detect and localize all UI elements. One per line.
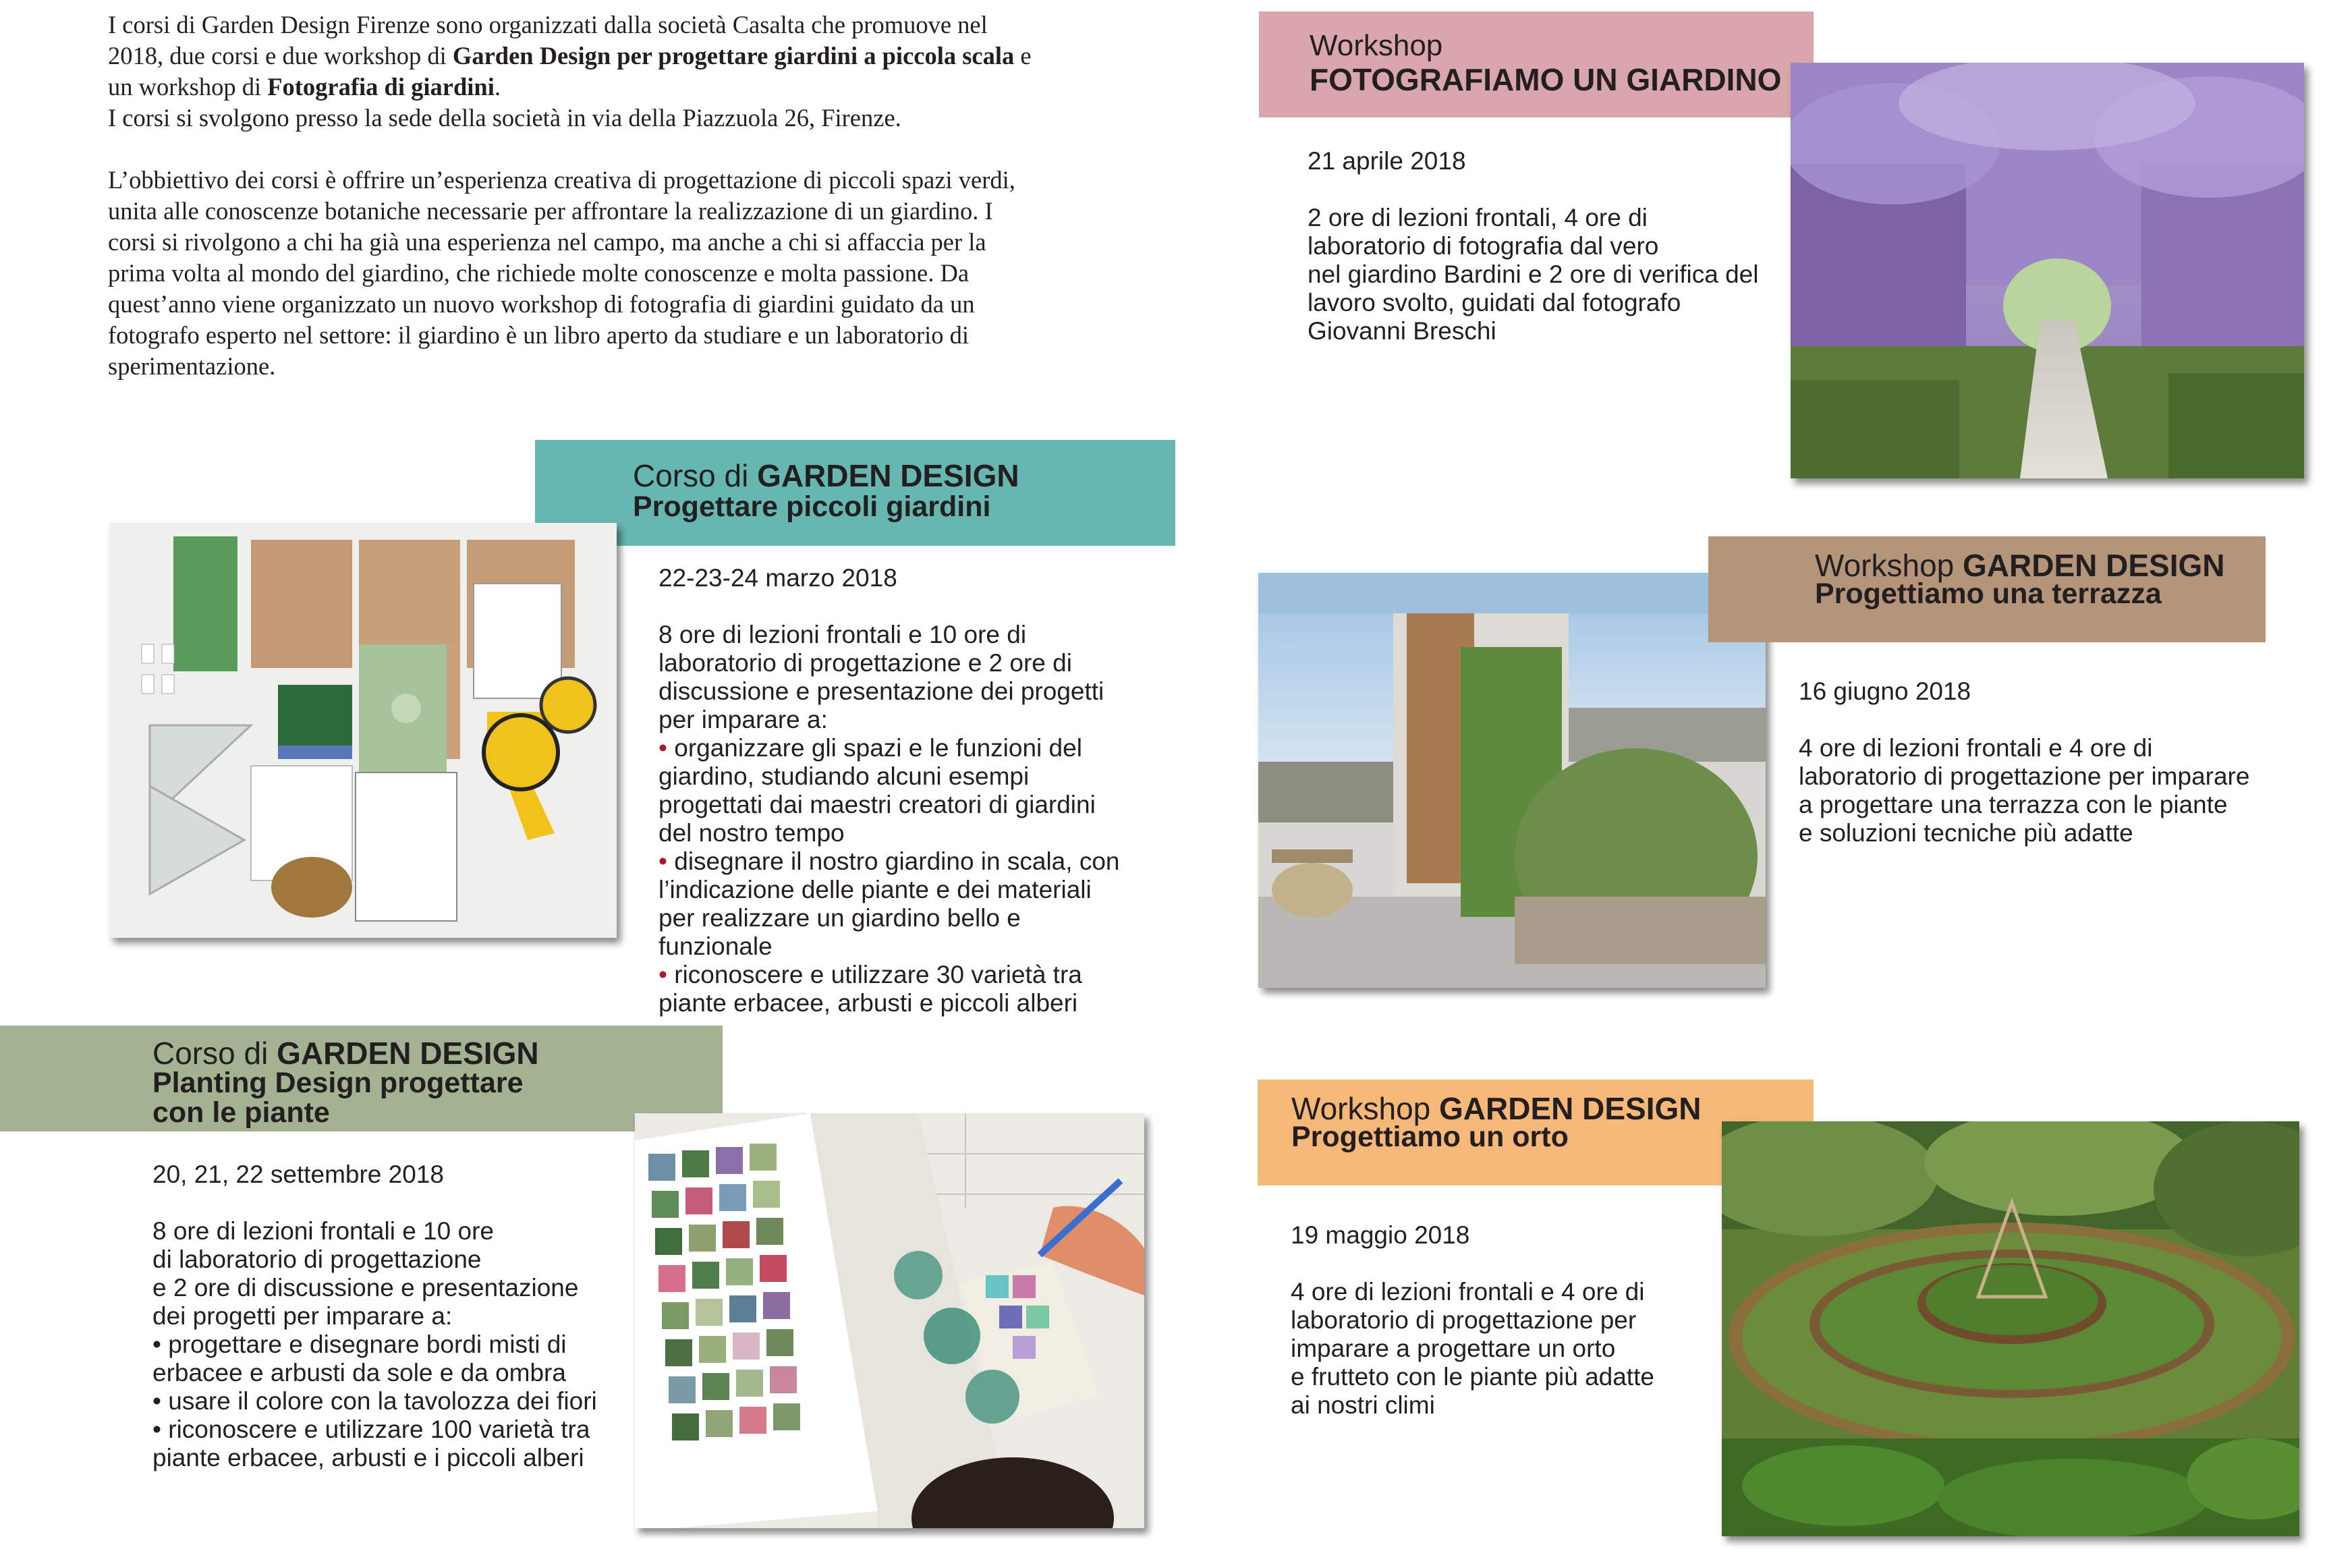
course-2-info (152, 1160, 638, 1472)
info-line: ai nostri climi (1291, 1391, 1435, 1419)
info-line: 8 ore di lezioni frontali e 10 ore (152, 1217, 494, 1245)
orto-workshop-info (1291, 1221, 1722, 1420)
photo-workshop-date: 21 aprile 2018 (1308, 147, 1466, 175)
terrace-workshop-subtitle: Progettiamo una terrazza (1815, 578, 2162, 610)
header-terrace-workshop (1708, 536, 2266, 642)
planting-design-photo (635, 1113, 1144, 1528)
wisteria-tunnel-photo (1791, 63, 2304, 478)
bullet-dot-icon: • (658, 734, 667, 762)
terrace-workshop-info (1799, 677, 2311, 847)
info-line: a progettare una terrazza con le piante (1799, 791, 2228, 818)
info-line: 2 ore di lezioni frontali, 4 ore di (1308, 204, 1648, 231)
course-1-heading: Corso di GARDEN DESIGN (633, 458, 1019, 493)
bullet-item: • riconoscere e utilizzare 100 varietà tra piante erbacee, arbusti e i piccoli alberi (152, 1416, 590, 1472)
info-line: di laboratorio di progettazione (152, 1245, 482, 1273)
course-2-date: 20, 21, 22 settembre 2018 (152, 1160, 444, 1188)
info-line: imparare a progettare un orto (1291, 1335, 1616, 1362)
info-line: laboratorio di progettazione e 2 ore di (658, 649, 1072, 677)
bullet-item: • usare il colore con la tavolozza dei fiori (152, 1387, 597, 1415)
info-line: Giovanni Breschi (1308, 317, 1496, 345)
bullet-item: • riconoscere e utilizzare 30 varietà tra piante erbacee, arbusti e piccoli alberi (658, 961, 1082, 1017)
info-line: discussione e presentazione dei progetti (658, 677, 1104, 705)
info-line: per imparare a: (658, 706, 828, 733)
terrace-workshop-date: 16 giugno 2018 (1799, 677, 1971, 705)
bullet-dot-icon: • (152, 1387, 161, 1415)
vegetable-garden-photo (1722, 1121, 2299, 1536)
course-2-heading: Corso di GARDEN DESIGN (152, 1036, 539, 1071)
intro-text (108, 9, 1039, 382)
info-line: laboratorio di fotografia dal vero (1308, 232, 1659, 260)
photo-workshop-title: FOTOGRAFIAMO UN GIARDINO (1310, 62, 1782, 97)
photo-workshop-info (1308, 147, 1820, 345)
info-line: nel giardino Bardini e 2 ore di verifica del (1308, 260, 1759, 288)
info-line: dei progetti per imparare a: (152, 1302, 453, 1330)
orto-workshop-subtitle: Progettiamo un orto (1291, 1121, 1569, 1153)
info-line: laboratorio di progettazione per imparare (1799, 762, 2250, 790)
bullet-dot-icon: • (152, 1416, 161, 1443)
course-2-subtitle-1: Planting Design progettare (152, 1067, 524, 1099)
info-line: 4 ore di lezioni frontali e 4 ore di (1799, 734, 2153, 762)
terrace-photo (1258, 573, 1766, 988)
course-2-subtitle-2: con le piante (152, 1096, 330, 1129)
orto-workshop-heading: Workshop GARDEN DESIGN (1291, 1091, 1702, 1126)
info-line: 8 ore di lezioni frontali e 10 ore di (658, 621, 1027, 648)
design-tools-photo (109, 523, 617, 938)
header-course-2 (0, 1026, 723, 1131)
header-photo-workshop (1259, 11, 1814, 117)
bullet-item: • organizzare gli spazi e le funzioni del giardino, studiando alcuni esempi progettati dai maestri creatori di giardini del nostro tempo (658, 734, 1096, 847)
terrace-workshop-heading: Workshop GARDEN DESIGN (1815, 548, 2225, 583)
intro-paragraph-2: L’obbiettivo dei corsi è offrire un’esperienza creativa di progettazione di piccoli spazi verdi, unita alle conoscenze botaniche necessarie per affrontare la realizzazione di un giardino. I corsi si rivolgono a chi ha già una esperienza nel campo, ma anche a chi si affaccia per la prima volta al mondo del giardino, che richiede molte conoscenze e molta passione. Da quest’anno viene organizzato un nuovo workshop di fotografia di giardini guidato da un fotografo esperto nel settore: il giardino è un libro aperto da studiare e un laboratorio di sperimentazione. (108, 166, 1015, 380)
photo-workshop-kind: Workshop (1310, 29, 1443, 62)
bullet-item: • disegnare il nostro giardino in scala, con l’indicazione delle piante e dei materiali per realizzare un giardino bello e funzionale (658, 847, 1120, 960)
bullet-dot-icon: • (658, 961, 667, 988)
bullet-item: • progettare e disegnare bordi misti di erbacee e arbusti da sole e da ombra (152, 1331, 567, 1387)
course-1-subtitle: Progettare piccoli giardini (633, 491, 991, 523)
info-line: e soluzioni tecniche più adatte (1799, 819, 2133, 847)
info-line: lavoro svolto, guidati dal fotografo (1308, 289, 1681, 316)
header-course-1 (535, 440, 1175, 546)
info-line: e 2 ore di discussione e presentazione (152, 1274, 579, 1301)
course-1-bullets (658, 734, 1185, 1017)
course-2-bullets (152, 1331, 638, 1472)
info-line: e frutteto con le piante più adatte (1291, 1363, 1654, 1391)
orto-workshop-date: 19 maggio 2018 (1291, 1221, 1470, 1249)
bullet-dot-icon: • (658, 847, 667, 875)
course-1-info (658, 564, 1185, 1017)
bullet-dot-icon: • (152, 1331, 161, 1358)
course-1-date: 22-23-24 marzo 2018 (658, 564, 897, 592)
intro-paragraph-1: I corsi di Garden Design Firenze sono organizzati dalla società Casalta che promuove nel 2018, due corsi e due workshop di Garden Design per progettare giardini a piccola scala e un workshop di Fotografia di giardini. I corsi si svolgono presso la sede della società in via della Piazzuola 26, Firenze. (108, 11, 1032, 132)
info-line: laboratorio di progettazione per (1291, 1306, 1637, 1334)
info-line: 4 ore di lezioni frontali e 4 ore di (1291, 1278, 1645, 1306)
